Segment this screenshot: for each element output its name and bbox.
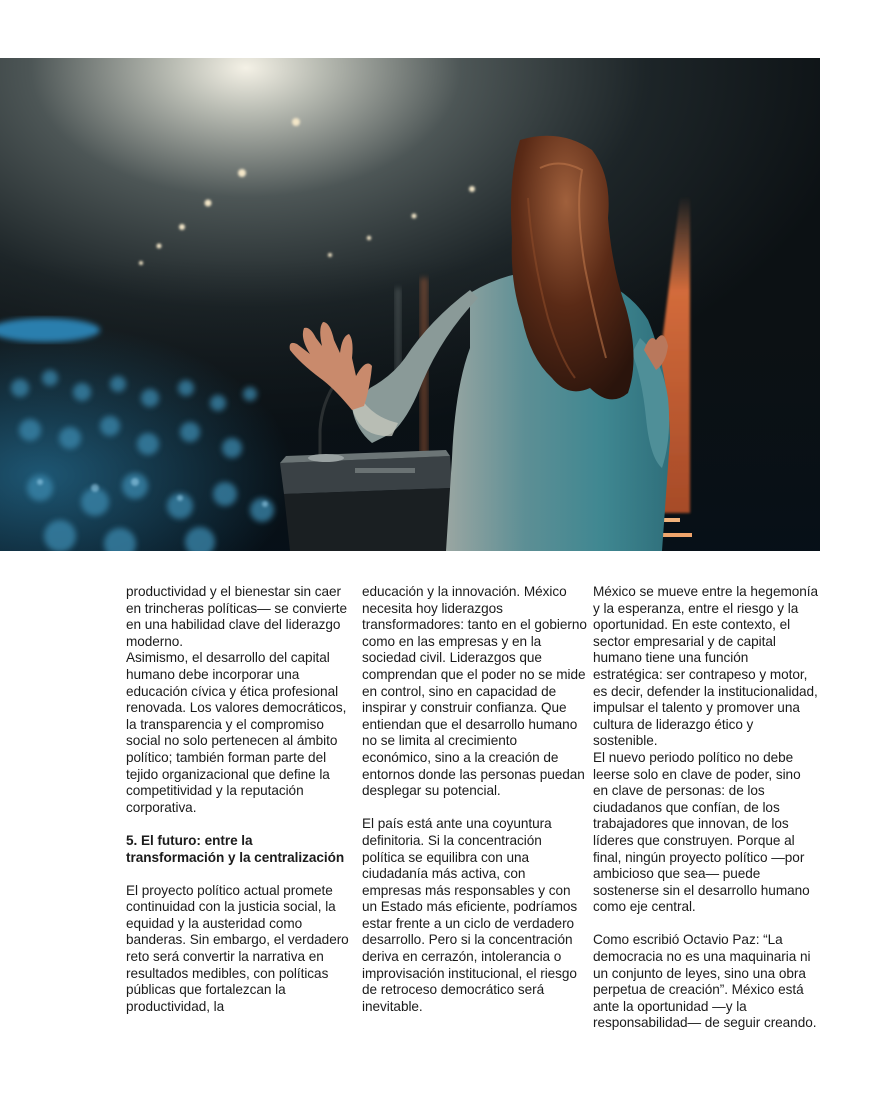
- paragraph: Como escribió Octavio Paz: “La democracia no es una maquinaria ni un conjunto de leyes, sino una obra perpetua de creación”. México está ante la oportunidad —y la responsabilidad— de seguir creando.: [593, 932, 817, 1031]
- speaker-on-stage-photo: [0, 58, 820, 551]
- paragraph: educación y la innovación. México necesita hoy liderazgos transformadores: tanto en el gobierno como en las empresas y en la sociedad civil. Liderazgos que comprendan que el poder no se mide en control, sino en capacidad de inspirar y construir confianza. Que entiendan que el desarrollo humano no se limita al crecimiento económico, sino a la creación de entornos donde las personas puedan desplegar su potencial.: [362, 584, 587, 799]
- paragraph: México se mueve entre la hegemonía y la esperanza, entre el riesgo y la oportunidad. En este contexto, el sector empresarial y de capital humano tiene una función estratégica: ser contrapeso y motor, es decir, defender la institucionalidad, impulsar el talento y promover una cultura de liderazgo ético y sostenible.: [593, 584, 818, 749]
- paragraph: productividad y el bienestar sin caer en trincheras políticas— se convierte en una habilidad clave del liderazgo moderno.: [126, 584, 348, 649]
- paragraph: El nuevo periodo político no debe leerse solo en clave de poder, sino en clave de personas: de los ciudadanos que confían, de los trabajadores que innovan, de los líderes que construyen. Porque al final, ningún proyecto político —por ambicioso que sea— puede sostenerse sin el desarrollo humano como eje central.: [593, 749, 810, 915]
- article-column-2: [362, 584, 588, 1015]
- paragraph: Asimismo, el desarrollo del capital humano debe incorporar una educación cívica y ética profesional renovada. Los valores democráticos, la transparencia y el compromiso social no solo pertenecen al ámbito político; también forman parte del tejido organizacional que define la competitividad y la reputación corporativa.: [126, 650, 347, 815]
- article-column-3: [593, 584, 819, 1032]
- paragraph: El proyecto político actual promete continuidad con la justicia social, la equidad y la austeridad como banderas. Sin embargo, el verdadero reto será convertir la narrativa en resultados medibles, con políticas públicas que fortalezcan la productividad, la: [126, 882, 349, 1014]
- paragraph: El país está ante una coyuntura definitoria. Si la concentración política se equilibra con una ciudadanía más activa, con empresas más responsables y con un Estado más eficiente, podríamos estar frente a un ciclo de verdadero desarrollo. Pero si la concentración deriva en cerrazón, intolerancia o improvisación institucional, el riesgo de retroceso democrático será inevitable.: [362, 816, 578, 1014]
- section-heading: 5. El futuro: entre la transformación y la centralización: [126, 832, 345, 865]
- article-column-1: [126, 584, 352, 1015]
